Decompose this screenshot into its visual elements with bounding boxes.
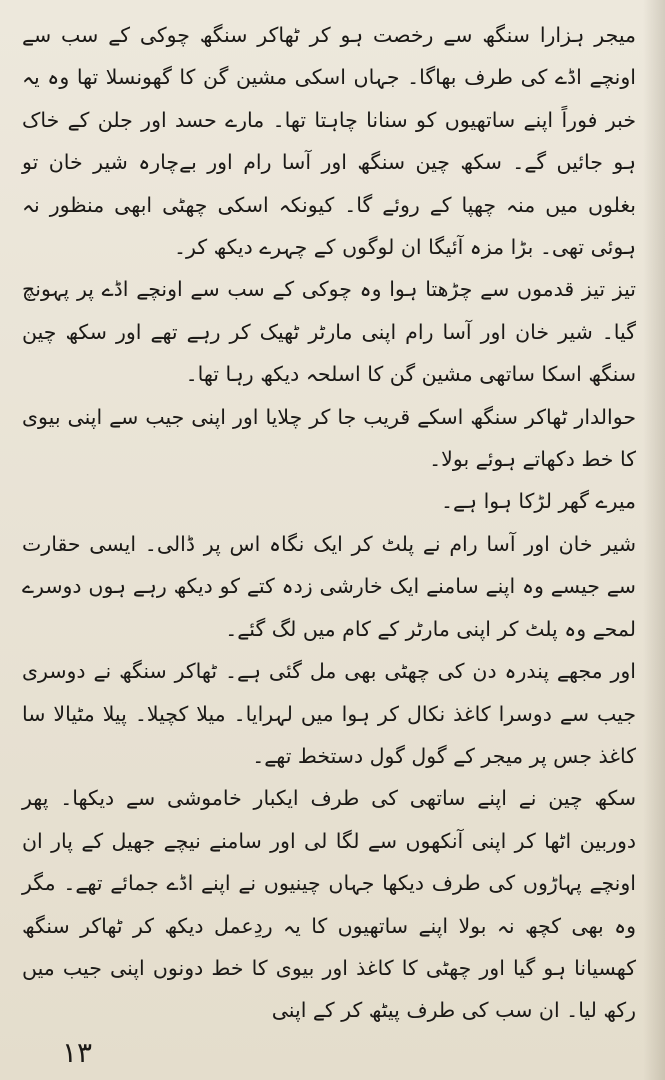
paragraph-5: شیر خان اور آسا رام نے پلٹ کر ایک نگاہ اس پر ڈالی۔ ایسی حقارت سے جیسے وہ اپنے سامنے ایک خارشی زدہ کتے کو دیکھ رہے ہوں دوسرے لمحے وہ پلٹ کر اپنی مارٹر کے کام میں لگ گئے۔ (22, 531, 636, 641)
paragraph-7: سکھ چین نے اپنے ساتھی کی طرف ایکبار خاموشی سے دیکھا۔ پھر دوربین اٹھا کر اپنی آنکھوں سے لگا لی اور سامنے نیچے جھیل کے پار ان اونچے پہاڑوں کی طرف دیکھا جہاں چینیوں نے اپنے اڈے جمائے تھے۔ مگر وہ بھی کچھ نہ بولا اپنے ساتھیوں کا یہ ردِعمل دیکھ کر ٹھاکر سنگھ کھسیانا ہو گیا اور چھٹی کا کاغذ اور بیوی کا خط دونوں اپنی جیب میں رکھ لیا۔ ان سب کی طرف پیٹھ کر کے اپنی (22, 786, 636, 1023)
paragraph-6: اور مجھے پندرہ دن کی چھٹی بھی مل گئی ہے۔ ٹھاکر سنگھ نے دوسری جیب سے دوسرا کاغذ نکال کر ہوا میں لہرایا۔ میلا کچیلا۔ پیلا مٹیالا سا کاغذ جس پر میجر کے گول گول دستخط تھے۔ (22, 659, 636, 768)
paragraph-2: تیز تیز قدموں سے چڑھتا ہوا وہ چوکی کے سب سے اونچے اڈے پر پہونچ گیا۔ شیر خان اور آسا رام اپنی مارٹر ٹھیک کر رہے تھے اور سکھ چین سنگھ اسکا ساتھی مشین گن کا اسلحہ دیکھ رہا تھا۔ (22, 277, 636, 387)
page-edge-shadow (643, 0, 665, 1080)
body-text (22, 14, 636, 1032)
page-number: ۱۳ (62, 1036, 93, 1069)
paragraph-3: حوالدار ٹھاکر سنگھ اسکے قریب جا کر چلایا اور اپنی جیب سے اپنی بیوی کا خط دکھاتے ہوئے بولا۔ (22, 404, 636, 472)
paragraph-4: میرے گھر لڑکا ہوا ہے۔ (441, 489, 636, 514)
paragraph-1: میجر ہزارا سنگھ سے رخصت ہو کر ٹھاکر سنگھ چوکی کے سب سے اونچے اڈے کی طرف بھاگا۔ جہاں اسکی مشین گن کا گھونسلا تھا وہ یہ خبر فوراً اپنے ساتھیوں کو سنانا چاہتا تھا۔ مارے حسد اور جلن کے خاک ہو جائیں گے۔ سکھ چین سنگھ اور آسا رام اور بےچارہ شیر خان تو بغلوں میں منہ چھپا کے روئے گا۔ کیونکہ اسکی چھٹی ابھی منظور نہ ہوئی تھی۔ بڑا مزہ آئیگا ان لوگوں کے چہرے دیکھ کر۔ (22, 23, 636, 260)
